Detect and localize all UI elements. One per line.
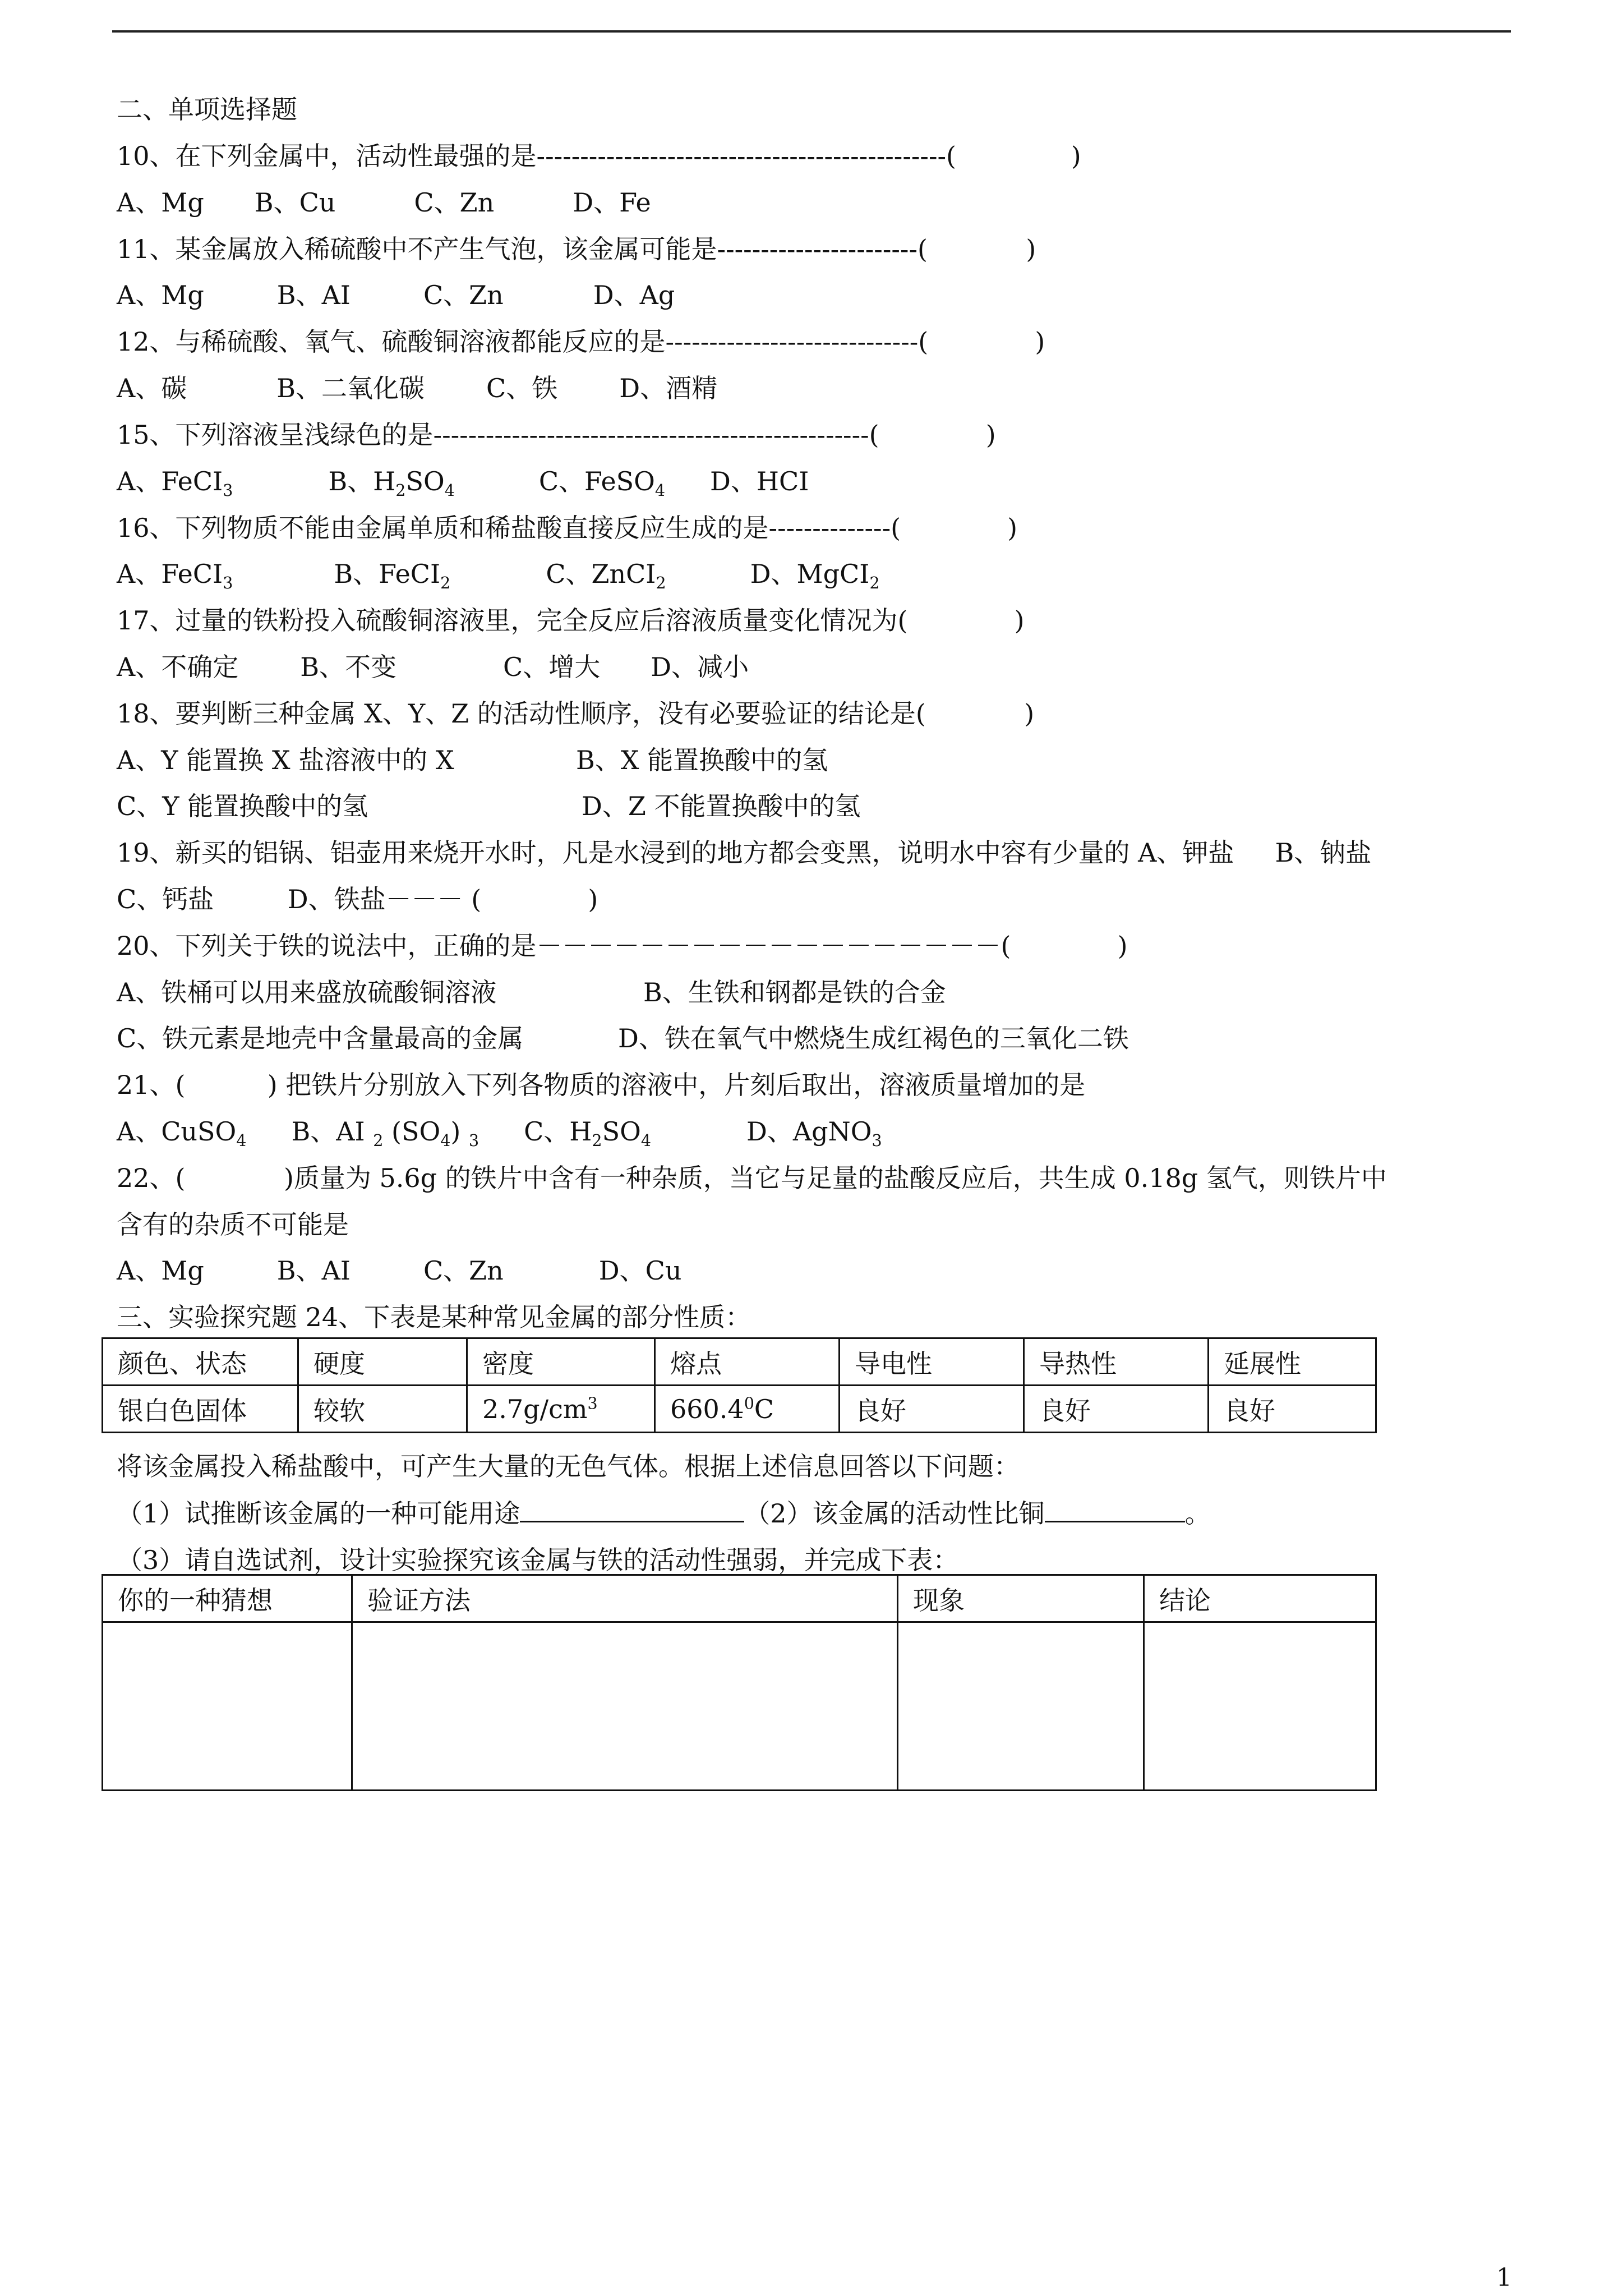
property-value: 银白色固体 [103, 1386, 298, 1433]
property-value: 良好 [1024, 1386, 1209, 1433]
option: B、AI $_2$ $(SO_4)$ $_3$ [291, 1116, 479, 1151]
option: D、Fe [573, 187, 651, 218]
option: D、减小 [651, 652, 749, 682]
question-22-stem: 22、( )质量为 5.6g 的铁片中含有一种杂质，当它与足量的盐酸反应后，共生成 0.18g 氢气，则铁片中 [117, 1163, 1387, 1193]
option: B、FeCI$_2$ [334, 559, 451, 593]
instruction-text: 将该金属投入稀盐酸中，可产生大量的无色气体。根据上述信息回答以下问题： [117, 1451, 1020, 1481]
question-22-options [117, 1255, 682, 1286]
option: B、AI [276, 280, 351, 310]
option: A、不确定 [117, 652, 239, 682]
question-16-options [117, 561, 880, 592]
option: B、Cu [254, 187, 336, 218]
question-12-options [117, 375, 717, 401]
question-10-stem: 10、在下列金属中，活动性最强的是-----------------------------------------------( ) [117, 141, 1081, 171]
question-19-stem: 19、新买的铝锅、铝壶用来烧开水时，凡是水浸到的地方都会变黑，说明水中容有少量的 A、钾盐 B、钠盐 [117, 838, 1372, 868]
experiment-table [102, 1574, 1377, 1791]
property-value: 良好 [840, 1386, 1024, 1433]
question-15-options [117, 468, 809, 499]
experiment-table-row [103, 1622, 1376, 1791]
question-20-stem: 20、下列关于铁的说法中，正确的是－－－－－－－－－－－－－－－－－－( ) [117, 931, 1128, 961]
question-24-2: （2）该金属的活动性比铜 [744, 1498, 1045, 1529]
question-20-option-b: B、生铁和钢都是铁的合金 [643, 977, 946, 1007]
option: B、二氧化碳 [276, 373, 425, 403]
option: A、CuSO$_4$ [117, 1116, 247, 1151]
property-table-row [103, 1386, 1376, 1433]
section-heading: 二、单项选择题 [117, 94, 297, 125]
experiment-table-header [103, 1575, 1376, 1622]
question-18-option-a: A、Y 能置换 X 盐溶液中的 X [117, 745, 454, 775]
question-18-option-b: B、X 能置换酸中的氢 [576, 745, 828, 775]
question-11-stem: 11、某金属放入稀硫酸中不产生气泡，该金属可能是-----------------------( ) [117, 234, 1036, 264]
property-header: 导热性 [1024, 1338, 1209, 1386]
question-10-options [117, 187, 651, 218]
question-20-option-a: A、铁桶可以用来盛放硫酸铜溶液 [117, 977, 497, 1007]
question-15-stem: 15、下列溶液呈浅绿色的是--------------------------------------------------( ) [117, 420, 996, 450]
option: C、Zn [423, 280, 504, 310]
property-header: 导电性 [840, 1338, 1024, 1386]
question-18-stem: 18、要判断三种金属 X、Y、Z 的活动性顺序，没有必要验证的结论是( ) [117, 698, 1035, 729]
question-18-option-d: D、Z 不能置换酸中的氢 [582, 791, 861, 821]
answer-blank[interactable] [1045, 1517, 1185, 1522]
option: A、碳 [117, 373, 187, 403]
property-table-header [103, 1338, 1376, 1386]
question-11-options [117, 282, 675, 308]
period: 。 [1184, 1498, 1211, 1529]
option: C、增大 [503, 652, 601, 682]
option: A、FeCI$_3$ [117, 466, 233, 500]
page-number: 1 [1496, 2263, 1512, 2292]
question-24-1: （1）试推断该金属的一种可能用途 [117, 1498, 520, 1529]
answer-cell[interactable] [352, 1622, 898, 1791]
question-20-option-d: D、铁在氧气中燃烧生成红褐色的三氧化二铁 [618, 1023, 1129, 1053]
option: D、Cu [598, 1255, 682, 1286]
answer-cell[interactable] [898, 1622, 1144, 1791]
option: A、Mg [117, 280, 204, 310]
answer-blank[interactable] [520, 1517, 744, 1522]
option: C、Zn [423, 1255, 504, 1286]
option: D、Ag [593, 280, 675, 310]
option: B、不变 [300, 652, 397, 682]
property-header: 延展性 [1209, 1338, 1376, 1386]
question-21-options [117, 1116, 882, 1151]
property-value: 660.4$^0$C [655, 1386, 840, 1433]
option: C、ZnCI$_2$ [546, 559, 666, 593]
property-header: 硬度 [298, 1338, 467, 1386]
option: B、AI [276, 1255, 351, 1286]
answer-cell[interactable] [1144, 1622, 1376, 1791]
option: D、AgNO$_3$ [746, 1116, 882, 1151]
question-21-stem: 21、( ) 把铁片分别放入下列各物质的溶液中，片刻后取出，溶液质量增加的是 [117, 1070, 1086, 1100]
option: C、铁 [486, 373, 558, 403]
experiment-header: 现象 [898, 1575, 1144, 1622]
header-rule [112, 30, 1511, 33]
question-18-option-c: C、Y 能置换酸中的氢 [117, 791, 368, 821]
option: D、HCI [710, 466, 809, 496]
property-value: 较软 [298, 1386, 467, 1433]
option: A、FeCI$_3$ [117, 559, 233, 593]
section-three-heading: 三、实验探究题 24、下表是某种常见金属的部分性质： [117, 1302, 751, 1332]
question-24-3: （3）请自选试剂，设计实验探究该金属与铁的活动性强弱，并完成下表： [117, 1545, 959, 1575]
option: D、酒精 [619, 373, 718, 403]
property-header: 熔点 [655, 1338, 840, 1386]
question-16-stem: 16、下列物质不能由金属单质和稀盐酸直接反应生成的是--------------( ) [117, 513, 1018, 543]
option: C、$H_2SO_4$ [524, 1116, 651, 1151]
question-20-option-c: C、铁元素是地壳中含量最高的金属 [117, 1023, 524, 1053]
option: B、$H_2SO_4$ [328, 466, 455, 500]
option: A、Mg [117, 187, 204, 218]
question-22-stem-cont: 含有的杂质不可能是 [117, 1209, 349, 1240]
question-19-stem-cont: C、钙盐 D、铁盐－－－ ( ) [117, 884, 598, 914]
experiment-header: 验证方法 [352, 1575, 898, 1622]
property-value: $2.7g/cm^3$ [467, 1386, 655, 1433]
property-header: 颜色、状态 [103, 1338, 298, 1386]
question-17-stem: 17、过量的铁粉投入硫酸铜溶液里，完全反应后溶液质量变化情况为( ) [117, 605, 1025, 636]
experiment-header: 你的一种猜想 [103, 1575, 352, 1622]
property-table [102, 1337, 1377, 1433]
property-header: 密度 [467, 1338, 655, 1386]
option: D、MgCI$_2$ [750, 559, 880, 593]
answer-cell[interactable] [103, 1622, 352, 1791]
experiment-header: 结论 [1144, 1575, 1376, 1622]
option: A、Mg [117, 1255, 204, 1286]
option: C、FeSO$_4$ [538, 466, 666, 500]
question-12-stem: 12、与稀硫酸、氧气、硫酸铜溶液都能反应的是-----------------------------( ) [117, 326, 1045, 357]
property-value: 良好 [1209, 1386, 1376, 1433]
option: C、Zn [414, 187, 495, 218]
question-24-1-2 [117, 1498, 1211, 1529]
question-17-options [117, 654, 749, 680]
